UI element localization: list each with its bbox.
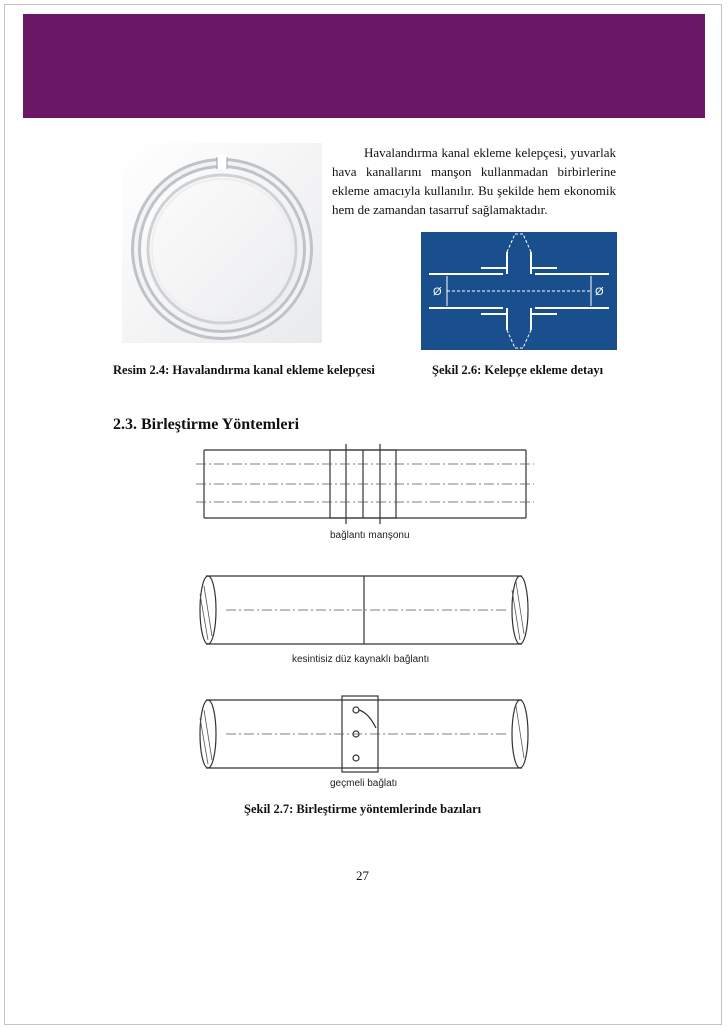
section-heading: 2.3. Birleştirme Yöntemleri [113,416,300,433]
label-sleeve-joint: bağlantı manşonu [330,530,410,541]
clamp-photo [122,143,322,343]
joining-methods-drawing [196,440,536,800]
diameter-symbol-left: Ø [433,286,442,298]
diameter-symbol-right: Ø [595,286,604,298]
label-push-fit: geçmeli bağlatı [330,778,398,789]
label-butt-weld: kesintisiz düz kaynaklı bağlantı [292,654,430,665]
figure-caption-clamp-photo: Resim 2.4: Havalandırma kanal ekleme kelepçesi [113,363,375,377]
header-band [23,14,705,118]
figure-caption-clamp-detail: Şekil 2.6: Kelepçe ekleme detayı [432,363,604,377]
figure-caption-joining-methods: Şekil 2.7: Birleştirme yöntemlerinde bazıları [244,802,482,816]
clamp-detail-diagram [421,232,617,350]
page-number: 27 [356,868,369,883]
intro-paragraph: Havalandırma kanal ekleme kelepçesi, yuvarlak hava kanallarını manşon kullanmadan birbirlerine ekleme amacıyla kullanılır. Bu şekilde hem ekonomik hem de zamandan tasarruf sağlamaktadır. [332,145,616,217]
